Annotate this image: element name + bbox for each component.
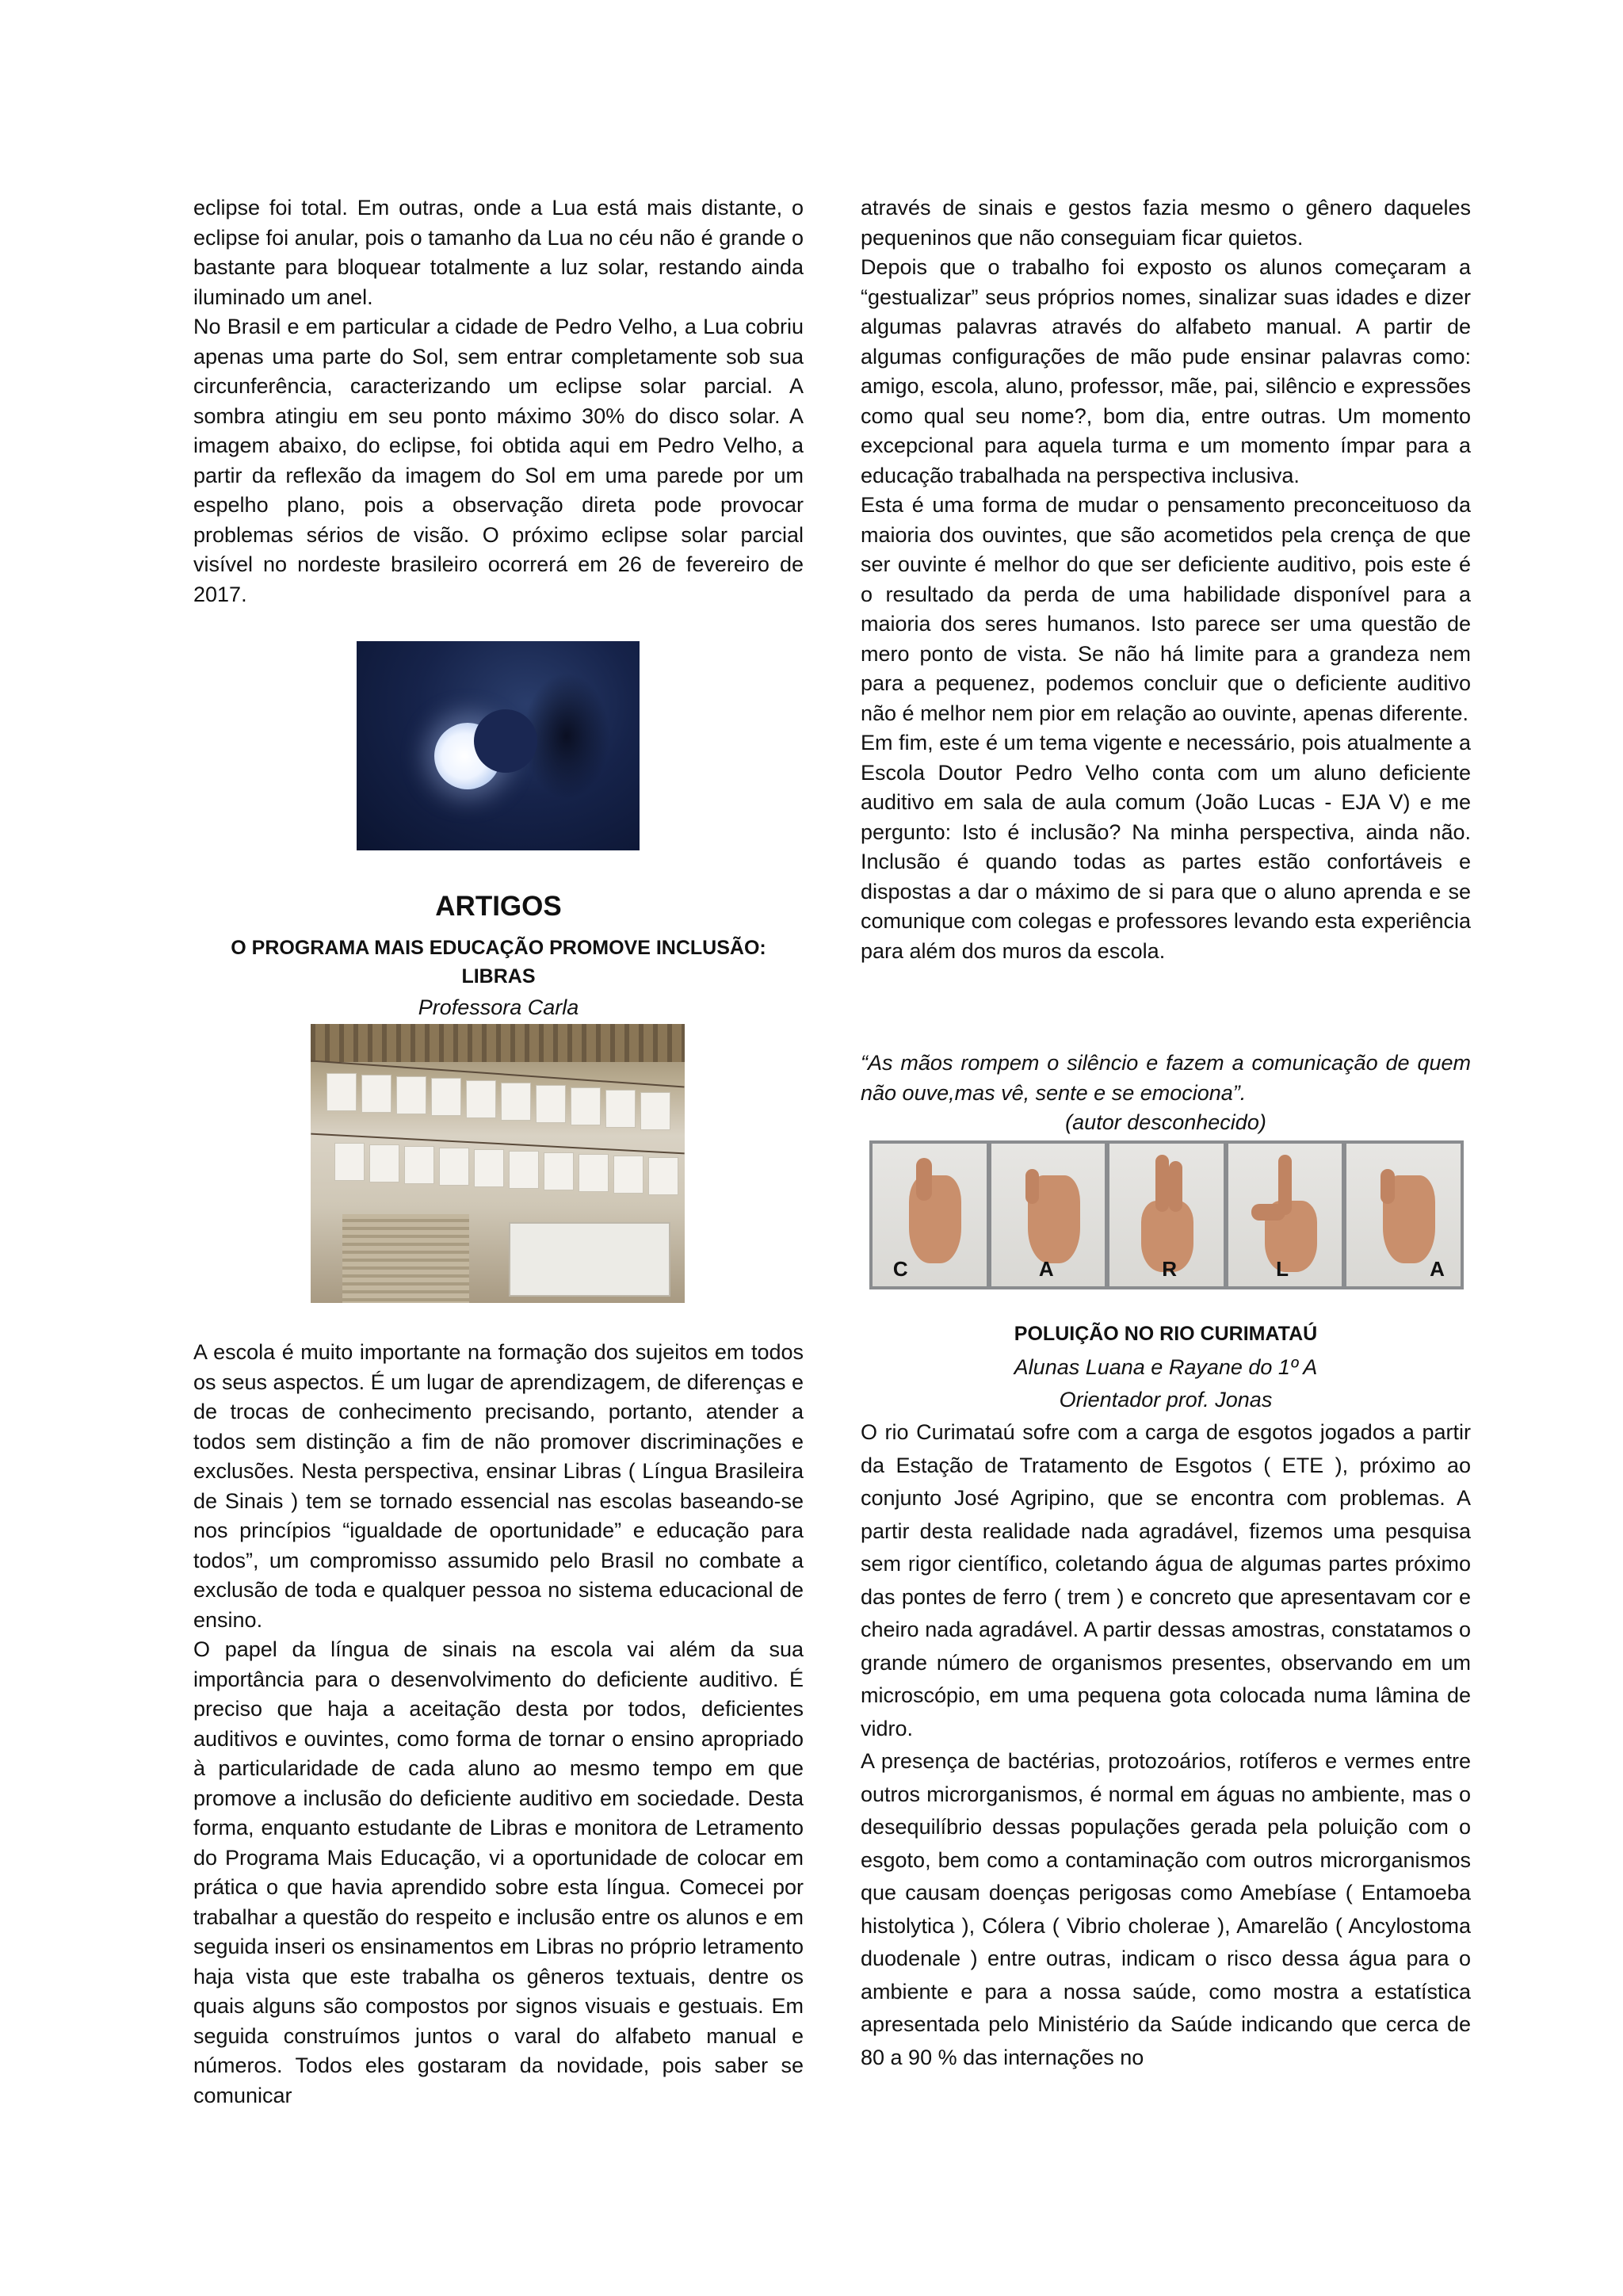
paragraph: eclipse foi total. Em outras, onde a Lua está mais distante, o eclipse foi anular, pois o tamanho da Lua no céu não é grande o bastante para bloquear totalmente a luz solar, restando ainda iluminado um anel.: [193, 196, 804, 309]
quote: “As mãos rompem o silêncio e fazem a comunicação de quem não ouve,mas vê, sente e se emociona”.: [861, 1051, 1471, 1105]
pollution-advisor: Orientador prof. Jonas: [1059, 1388, 1273, 1412]
sign-letter: R: [1162, 1257, 1178, 1281]
eclipse-photo: [357, 641, 640, 850]
paragraph: Em fim, este é um tema vigente e necessário, pois atualmente a Escola Doutor Pedro Velho conta com um aluno deficiente auditivo em sala de aula comum (João Lucas - EJA V) e me pergunto: Isto é inclusão? Na minha perspectiva, ainda não. Inclusão é quando todas as partes estão confortáveis e dispostas a dar o máximo de si para que o aluno aprenda e se comunique com colegas e professores levando esta experiência para além dos muros da escola.: [861, 731, 1471, 963]
paragraph: Depois que o trabalho foi exposto os alunos começaram a “gestualizar” seus próprios nomes, sinalizar suas idades e dizer algumas palavras através do alfabeto manual. A partir de algumas configurações de mão pude ensinar palavras como: amigo, escola, aluno, professor, mãe, pai, silêncio e expressões como qual seu nome?, bom dia, entre outras. Um momento excepcional para aquela turma e um momento ímpar para a educação trabalhada na perspectiva inclusiva.: [861, 255, 1471, 487]
paragraph: A escola é muito importante na formação dos sujeitos em todos os seus aspectos. É um lugar de aprendizagem, de diferenças e de trocas de conhecimento precisando, portanto, atender a todos sem distinção a fim de não promover discriminações e exclusões. Nesta perspectiva, ensinar Libras ( Língua Brasileira de Sinais ) tem se tornado essencial nas escolas baseando-se nos princípios “igualdade de oportunidade” e educação para todos”, um compromisso assumido pelo Brasil no combate a exclusão de toda e qualquer pessoa no sistema educacional de ensino.: [193, 1340, 804, 1632]
paragraph: O papel da língua de sinais na escola vai além da sua importância para o desenvolvimento do deficiente auditivo. É preciso que haja a aceitação desta por todos, deficientes auditivos e ouvintes, como forma de tornar o ensino apropriado à particularidade de cada aluno ao mesmo tempo em que promove a inclusão do deficiente auditivo em sociedade. Desta forma, enquanto estudante de Libras e monitora de Letramento do Programa Mais Educação, vi a oportunidade de colocar em prática o que havia aprendido sobre esta língua. Comecei por trabalhar a questão do respeito e inclusão entre os alunos e em seguida inseri os ensinamentos em Libras no próprio letramento haja vista que este trabalha os gêneros textuais, dentre os quais alguns são compostos por signos visuais e gestuais. Em seguida construímos juntos o varal do alfabeto manual e números. Todos eles gostaram da novidade, pois saber se comunicar: [193, 1637, 804, 2107]
sign-letter: C: [892, 1257, 908, 1281]
quote-author: (autor desconhecido): [1065, 1110, 1266, 1134]
pollution-article-text: [861, 1416, 1471, 2074]
classroom-alphabet-photo: [311, 1024, 685, 1303]
paragraph: através de sinais e gestos fazia mesmo o gênero daqueles pequeninos que não conseguiam ficar quietos.: [861, 196, 1471, 250]
sign-letter: A: [1038, 1257, 1054, 1281]
article-title: O PROGRAMA MAIS EDUCAÇÃO PROMOVE INCLUSÃO: LIBRAS: [231, 937, 766, 988]
paragraph: A presença de bactérias, protozoários, rotíferos e vermes entre outros microrganismos, é normal em águas no ambiente, mas o desequilíbrio dessas populações gerada pela poluição com o esgoto, bem como a contaminação com outros microrganismos que causam doenças perigosas como Amebíase ( Entamoeba histolytica ), Cólera ( Vibrio cholerae ), Amarelão ( Ancylostoma duodenale ) entre outras, indicam o risco dessa água para o ambiente e para a nossa saúde, como mostra a estatística apresentada pelo Ministério da Saúde indicando que cerca de 80 a 90 % das internações no: [861, 1749, 1471, 2069]
section-heading: ARTIGOS: [435, 891, 562, 922]
sign-panel: [1228, 1144, 1342, 1286]
paragraph: No Brasil e em particular a cidade de Pedro Velho, a Lua cobriu apenas uma parte do Sol, sem entrar completamente sob sua circunferência, caracterizando um eclipse solar parcial. A sombra atingiu em seu ponto máximo 30% do disco solar. A imagem abaixo, do eclipse, foi obtida aqui em Pedro Velho, a partir da reflexão da imagem do Sol em uma parede por um espelho plano, pois a observação direta pode provocar problemas sérios de visão. O próximo eclipse solar parcial visível no nordeste brasileiro ocorrerá em 26 de fevereiro de 2017.: [193, 315, 804, 606]
paragraph: O rio Curimataú sofre com a carga de esgotos jogados a partir da Estação de Tratamento de Esgotos ( ETE ), próximo ao conjunto José Agripino, que se encontra com problemas. A partir desta realidade nada agradável, fizemos uma pesquisa sem rigor científico, coletando água de algumas partes próximo das pontes de ferro ( trem ) e concreto que apresentavam cor e cheiro nada agradável. A partir dessas amostras, constatamos o grande número de organismos presentes, observando em um microscópio, em uma pequena gota colocada numa lâmina de vidro.: [861, 1420, 1471, 1740]
libras-article-text-left: [193, 1338, 804, 2111]
sign-letter: A: [1430, 1257, 1445, 1281]
pollution-authors: Alunas Luana e Rayane do 1º A: [1014, 1355, 1318, 1379]
sign-panel: [1346, 1144, 1461, 1286]
eclipse-text: [193, 193, 804, 609]
sign-panel: [873, 1144, 987, 1286]
sign-panel: [1109, 1144, 1224, 1286]
sign-language-name-image: [869, 1140, 1464, 1289]
sign-panel: [991, 1144, 1106, 1286]
pollution-title: POLUIÇÃO NO RIO CURIMATAÚ: [1014, 1323, 1318, 1345]
article-author: Professora Carla: [418, 995, 579, 1019]
paragraph: Esta é uma forma de mudar o pensamento preconceituoso da maioria dos ouvintes, que são acometidos pela crença de que ser ouvinte é melhor do que ser deficiente auditivo, pois este é o resultado da perda de uma habilidade disponível para a maioria dos seres humanos. Isto parece ser uma questão de mero ponto de vista. Se não há limite para a grandeza nem para a pequenez, podemos concluir que o deficiente auditivo não é melhor nem pior em relação ao ouvinte, apenas diferente.: [861, 493, 1471, 725]
sign-letter: L: [1276, 1257, 1289, 1281]
libras-article-text-right: [861, 193, 1471, 966]
